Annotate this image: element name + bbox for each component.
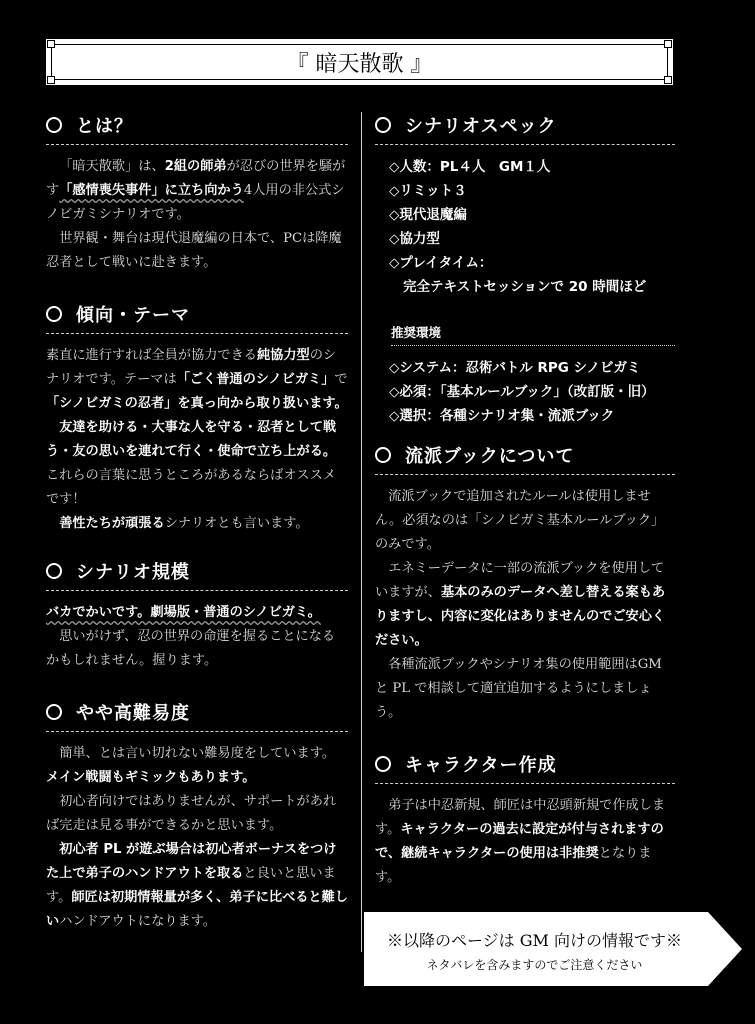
circle-icon — [375, 117, 391, 133]
paragraph: 素直に進行すれば全員が協力できる純協力型のシナリオです。テーマは「ごく普通のシノビガミ」で「シノビガミの忍者」を真っ向から取り扱います。 — [46, 348, 348, 411]
section-environment — [375, 323, 675, 428]
left-column — [46, 112, 348, 934]
circle-icon — [46, 306, 62, 322]
paragraph: 弟子は中忍新規、師匠は中忍頭新規で作成します。キャラクターの過去に設定が付与されますので、継続キャラクターの使用は非推奨となります。 — [375, 798, 666, 885]
section-heading: やや高難易度 — [46, 699, 348, 732]
env-item: ◇必須：「基本ルールブック」（改訂版・旧） — [389, 384, 655, 400]
section-ryuha — [375, 442, 675, 725]
subsection-heading: 推奨環境 — [391, 323, 675, 346]
frame-corner — [47, 40, 55, 48]
circle-icon — [46, 117, 62, 133]
section-heading: 傾向・テーマ — [46, 301, 348, 334]
spec-item: ◇リミット３ — [389, 183, 467, 199]
paragraph: 友達を助ける・大事な人を守る・忍者として戦う・友の思いを連れて行く・使命で立ち上がる。これらの言葉に思うところがあるならばオススメです！ — [46, 420, 337, 507]
frame-corner — [47, 76, 55, 84]
circle-icon — [46, 563, 62, 579]
paragraph: 世界観・舞台は現代退魔編の日本で、PCは降魔忍者として戦いに赴きます。 — [46, 231, 342, 270]
spec-item: 完全テキストセッションで 20 時間ほど — [403, 279, 647, 295]
column-divider — [361, 112, 362, 952]
section-character — [375, 751, 675, 890]
section-about — [46, 112, 348, 275]
paragraph: 思いがけず、忍の世界の命運を握ることになるかもしれません。握ります。 — [46, 629, 336, 668]
section-heading: シナリオ規模 — [46, 558, 348, 591]
circle-icon — [46, 704, 62, 720]
spec-item: ◇プレイタイム： — [389, 255, 493, 271]
paragraph: 初心者向けではありませんが、サポートがあれば完走は見る事ができるかと思います。 — [46, 794, 337, 833]
spec-item: ◇人数：PL４人 GM１人 — [389, 159, 551, 175]
spec-list — [375, 155, 675, 299]
paragraph: エネミーデータに一部の流派ブックを使用していますが、基本のみのデータへ差し替える案もありますし、内容に変化はありませんのでご安心ください。 — [375, 561, 666, 648]
env-item: ◇選択：各種シナリオ集・流派ブック — [389, 408, 615, 424]
frame-corner — [664, 40, 672, 48]
section-difficulty — [46, 699, 348, 934]
paragraph: 「暗天散歌」は、2組の師弟が忍びの世界を騒がす「感情喪失事件」に立ち向かう4人用の非公式シノビガミシナリオです。 — [46, 159, 346, 222]
gm-notice-arrow — [364, 912, 742, 986]
circle-icon — [375, 447, 391, 463]
paragraph: 簡単、とは言い切れない難易度をしています。メイン戦闘もギミックもあります。 — [46, 746, 336, 785]
spec-item: ◇現代退魔編 — [389, 207, 467, 223]
section-heading: とは？ — [46, 112, 348, 145]
right-column — [375, 112, 675, 890]
title-banner — [46, 39, 673, 85]
section-heading: シナリオスペック — [375, 112, 675, 145]
notice-line-2: ネタバレを含みますのでご注意ください — [426, 958, 643, 972]
section-theme — [46, 301, 348, 536]
paragraph: バカでかいです。劇場版・普通のシノビガミ。 — [46, 605, 321, 620]
notice-line-1: ※以降のページは GM 向けの情報です※ — [386, 931, 683, 950]
frame-corner — [664, 76, 672, 84]
section-spec — [375, 112, 675, 299]
circle-icon — [375, 756, 391, 772]
section-heading: 流派ブックについて — [375, 442, 675, 475]
section-scale — [46, 558, 348, 673]
env-list — [375, 356, 675, 428]
section-heading: キャラクター作成 — [375, 751, 675, 784]
page-title: 『 暗天散歌 』 — [286, 51, 433, 77]
paragraph: 善性たちが頑張るシナリオとも言います。 — [59, 516, 309, 531]
spec-item: ◇協力型 — [389, 231, 440, 247]
env-item: ◇システム：忍術バトル RPG シノビガミ — [389, 360, 641, 376]
paragraph: 初心者 PL が遊ぶ場合は初心者ボーナスをつけた上で弟子のハンドアウトを取ると良いと思います。師匠は初期情報量が多く、弟子に比べると難しいハンドアウトになります。 — [46, 842, 348, 929]
paragraph: 各種流派ブックやシナリオ集の使用範囲はGM と PL で相談して適宜追加するようにしましょう。 — [375, 657, 662, 720]
paragraph: 流派ブックで追加されたルールは使用しません。必須なのは「シノビガミ基本ルールブック」のみです。 — [375, 489, 665, 552]
